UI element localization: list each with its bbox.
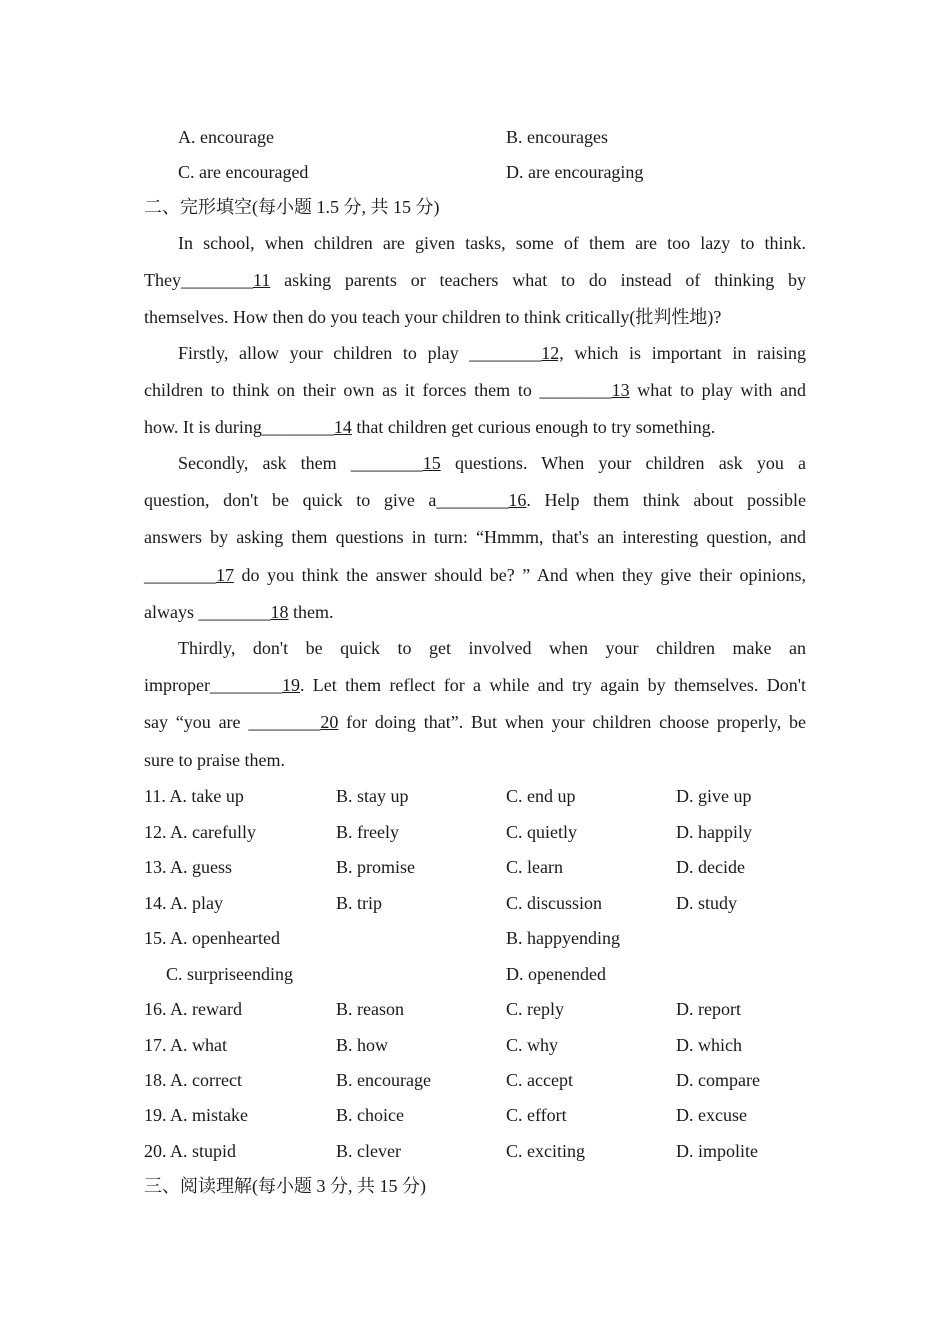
option-a: 12. A. carefully [144,822,256,842]
question-row [0,991,950,1027]
passage-line: They________11 asking parents or teachers what to do instead of thinking by [144,270,806,290]
option-c: C. why [506,1035,559,1055]
option-d: D. impolite [676,1141,758,1161]
passage-line: themselves. How then do you teach your children to think critically(批判性地)? [144,307,722,327]
option-c: C. learn [506,857,563,877]
option-b: B. freely [336,822,399,842]
option-a: 20. A. stupid [144,1141,237,1161]
blank-number: 15 [422,453,441,473]
blank-number: 17 [216,565,234,585]
q10-option-b: B. encourages [506,127,608,147]
passage-line: Thirdly, don't be quick to get involved when your children make an [178,638,806,658]
question-row [0,1027,950,1063]
option-b: B. clever [336,1141,401,1161]
option-c: C. effort [506,1105,567,1125]
blank-number: 19 [281,675,300,695]
passage-line: Secondly, ask them ________15 questions. When your children ask you a [178,453,806,473]
option-a: 17. A. what [144,1035,227,1055]
passage-line: always ________18 them. [144,602,334,622]
option-a: 14. A. play [144,893,223,913]
option-d: D. happily [676,822,752,842]
option-b: B. encourage [336,1070,431,1090]
question-row [0,885,950,921]
option-c: C. accept [506,1070,573,1090]
option-d: D. give up [676,786,752,806]
question-row [0,1062,950,1098]
blank-number: 18 [270,602,289,622]
question-row [0,920,950,956]
option-b: B. promise [336,857,415,877]
option-c: C. surpriseending [166,964,293,984]
passage-line: say “you are ________20 for doing that”. But when your children choose properly, be [144,712,806,732]
q10-options-row-2 [0,154,950,190]
question-row [0,1097,950,1133]
option-a: 15. A. openhearted [144,928,280,948]
question-row [0,778,950,814]
blank-number: 11 [252,270,271,290]
option-b: B. trip [336,893,383,913]
option-a: 19. A. mistake [144,1105,248,1125]
section3-heading: 三、阅读理解(每小题 3 分, 共 15 分) [144,1176,426,1196]
passage-line: ________17 do you think the answer should be? ” And when they give their opinions, [144,565,806,585]
option-d: D. study [676,893,738,913]
q10-options-row-1 [0,119,950,155]
option-b: B. choice [336,1105,404,1125]
blank-number: 14 [333,417,352,437]
q10-option-d: D. are encouraging [506,162,644,182]
option-d: D. openended [506,964,606,984]
section2-heading: 二、完形填空(每小题 1.5 分, 共 15 分) [144,197,440,217]
q10-option-c: C. are encouraged [178,162,309,182]
option-c: C. reply [506,999,564,1019]
option-b: B. how [336,1035,389,1055]
option-a: 13. A. guess [144,857,233,877]
option-d: D. excuse [676,1105,747,1125]
option-b: B. reason [336,999,404,1019]
question-row [0,1133,950,1169]
option-d: D. compare [676,1070,760,1090]
passage-line: how. It is during________14 that children get curious enough to try something. [144,417,716,437]
blank-number: 13 [611,380,630,400]
passage-line: question, don't be quick to give a________16. Help them think about possible [144,490,806,510]
option-b: B. happyending [506,928,620,948]
question-row [0,814,950,850]
q10-option-a: A. encourage [178,127,274,147]
option-a: 11. A. take up [144,786,244,806]
blank-number: 20 [320,712,339,732]
passage-line: children to think on their own as it forces them to ________13 what to play with and [144,380,806,400]
passage-line: improper________19. Let them reflect for a while and try again by themselves. Don't [144,675,806,695]
option-d: D. decide [676,857,745,877]
passage-line: answers by asking them questions in turn: “Hmmm, that's an interesting question, and [144,527,806,547]
blank-number: 12, [541,343,564,363]
option-c: C. end up [506,786,576,806]
option-a: 18. A. correct [144,1070,242,1090]
question-row [0,956,950,992]
option-d: D. report [676,999,741,1019]
option-d: D. which [676,1035,742,1055]
passage-line: In school, when children are given tasks, some of them are too lazy to think. [178,233,806,253]
option-a: 16. A. reward [144,999,242,1019]
option-c: C. discussion [506,893,603,913]
option-b: B. stay up [336,786,409,806]
option-c: C. quietly [506,822,577,842]
question-row [0,849,950,885]
passage-line: sure to praise them. [144,750,285,770]
blank-number: 16 [508,490,527,510]
option-c: C. exciting [506,1141,585,1161]
passage-line: Firstly, allow your children to play ________12, which is important in raising [178,343,806,363]
